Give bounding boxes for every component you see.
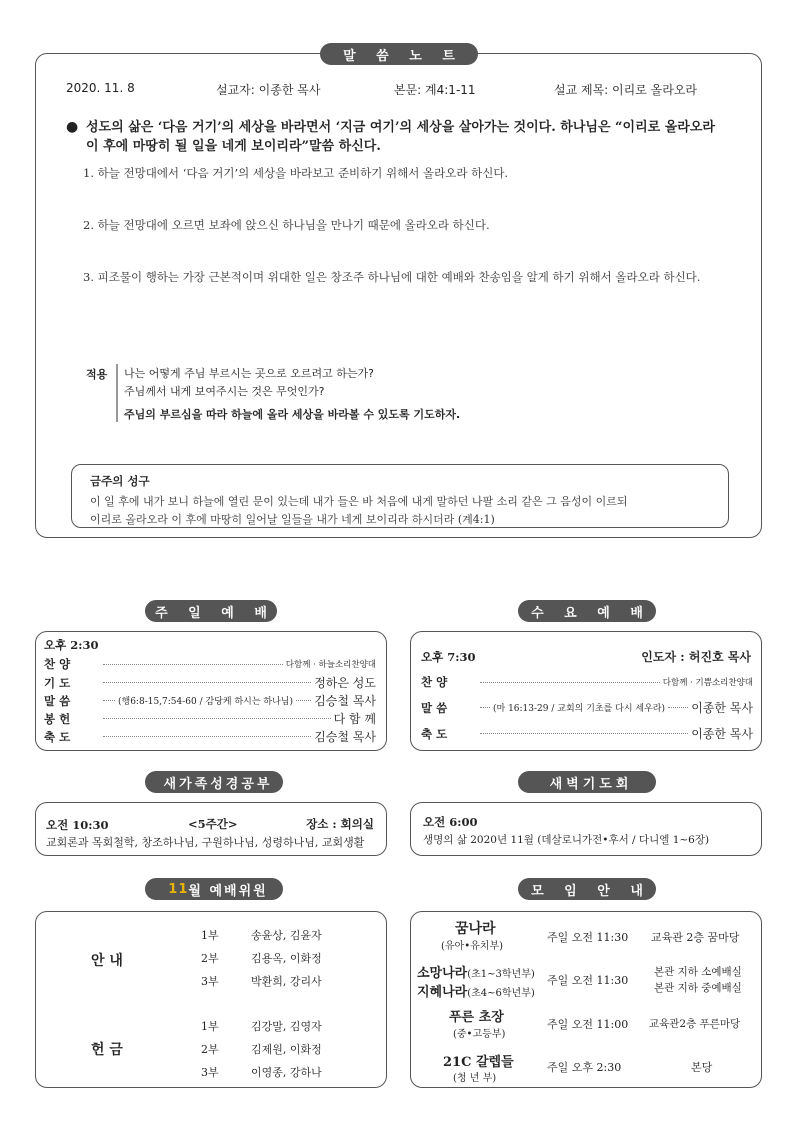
row-value: 김승철 목사 xyxy=(314,694,376,708)
row-label: 봉 헌 xyxy=(44,711,71,726)
part-label: 2부 xyxy=(201,1043,219,1056)
member-names: 박환희, 강리사 xyxy=(251,975,322,988)
leader-dots xyxy=(480,707,490,708)
sunday-row xyxy=(44,710,376,727)
meeting-name xyxy=(417,981,535,1000)
meeting-name-sub: (초4~6학년부) xyxy=(467,988,535,999)
meeting-name xyxy=(417,962,535,981)
point-3: 3. 피조물이 행하는 가장 근본적이며 위대한 일은 창조주 하나님에 대한 예배와 찬송임을 알게 하기 위해서 올라오라 하신다. xyxy=(83,270,701,284)
leader-dots xyxy=(480,733,688,734)
sunday-row xyxy=(44,674,376,691)
part-label: 1부 xyxy=(201,929,219,942)
row-value: 이종한 목사 xyxy=(691,727,753,741)
meeting-sub: (유아•유치부) xyxy=(441,941,504,952)
row-value: 정하은 성도 xyxy=(314,676,376,690)
sermon-text: 본문: 계4:1-11 xyxy=(394,83,476,97)
apply-divider xyxy=(116,364,118,422)
row-value: 다함께 · 기쁨소리찬양대 xyxy=(662,678,753,688)
row-detail: (행6:8-15,7:54-60 / 감당케 하시는 하나님) xyxy=(118,697,293,707)
point-2: 2. 하늘 전망대에 오르면 보좌에 앉으신 하나님을 만나기 때문에 올라오라 하신다. xyxy=(83,218,490,232)
member-names: 송윤상, 김윤자 xyxy=(251,929,322,942)
sunday-row xyxy=(44,728,376,745)
part-label: 3부 xyxy=(201,975,219,988)
meeting-sub: (중•고등부) xyxy=(453,1029,506,1040)
dawn-prayer-header: 새벽기도회 xyxy=(518,771,656,793)
worship-committee-box xyxy=(35,911,387,1088)
meeting-name-text: 소망나라 xyxy=(417,966,468,981)
apply-label: 적용 xyxy=(86,368,108,381)
wednesday-row xyxy=(421,674,753,690)
meeting-place: 본당 xyxy=(691,1061,713,1074)
verse-line-2: 이리로 올라오라 이 후에 마땅히 일어날 일들을 내가 네게 보이리라 하시더라 (계4:1) xyxy=(90,513,495,526)
sermon-note-header: 말 씀 노 트 xyxy=(320,43,478,65)
row-label: 찬 양 xyxy=(421,675,448,689)
wednesday-service-box xyxy=(410,631,762,751)
sunday-row xyxy=(44,656,376,672)
part-label: 2부 xyxy=(201,952,219,965)
bullet-icon: ● xyxy=(66,119,79,135)
main-point-line-2: 이 후에 마땅히 될 일을 네게 보이리라”말씀 하신다. xyxy=(86,139,381,154)
row-value: 다 함 께 xyxy=(333,712,376,726)
leader-dots xyxy=(480,682,660,683)
row-label: 축 도 xyxy=(44,729,71,744)
wednesday-time: 오후 7:30 xyxy=(421,650,476,664)
row-label: 말 씀 xyxy=(421,700,448,715)
meeting-time: 주일 오전 11:30 xyxy=(547,974,629,987)
meeting-name: 21C 갈렙들 xyxy=(443,1055,514,1070)
meeting-time: 주일 오후 2:30 xyxy=(547,1061,622,1074)
study-topics: 교회론과 목회철학, 창조하나님, 구원하나님, 성령하나님, 교회생활 xyxy=(46,836,365,849)
study-place: 장소 : 회의실 xyxy=(306,817,374,831)
dawn-desc: 생명의 삶 2020년 11월 (데살로니가전•후서 / 다니엘 1~6장) xyxy=(423,834,710,846)
meeting-time: 주일 오전 11:00 xyxy=(547,1018,629,1031)
apply-line-1: 나는 어떻게 주님 부르시는 곳으로 오르려고 하는가? xyxy=(124,367,374,380)
study-time: 오전 10:30 xyxy=(46,818,109,832)
new-family-study-header: 새가족성경공부 xyxy=(145,771,283,793)
point-1: 1. 하늘 전망대에서 ‘다음 거기’의 세상을 바라보고 준비하기 위해서 올라오라 하신다. xyxy=(83,166,509,180)
leader-dots xyxy=(296,700,311,701)
main-point-line-1: 성도의 삶은 ‘다음 거기’의 세상을 바라면서 ‘지금 여기’의 세상을 살아가는 것이다. 하나님은 “이리로 올라오라 xyxy=(86,120,715,135)
member-names: 김용옥, 이화정 xyxy=(251,952,322,965)
sunday-time: 오후 2:30 xyxy=(44,638,99,652)
group-name: 헌 금 xyxy=(91,1042,123,1058)
meeting-name: 꿈나라 xyxy=(455,921,496,937)
sunday-service-header: 주 일 예 배 xyxy=(145,600,277,622)
meeting-place: 교육관2층 푸른마당 xyxy=(649,1018,741,1030)
new-family-study-box xyxy=(35,802,387,856)
sermon-preacher: 설교자: 이종한 목사 xyxy=(216,83,321,97)
study-weeks: <5주간> xyxy=(188,817,238,831)
part-label: 3부 xyxy=(201,1066,219,1079)
group-name: 안 내 xyxy=(91,953,123,969)
dawn-time: 오전 6:00 xyxy=(423,815,478,829)
apply-line-3: 주님의 부르심을 따라 하늘에 올라 세상을 바라볼 수 있도록 기도하자. xyxy=(124,408,461,421)
row-label: 말 씀 xyxy=(44,693,71,708)
main-point xyxy=(66,118,756,156)
meeting-name-text: 지혜나라 xyxy=(417,985,468,1000)
sermon-note-box xyxy=(35,53,762,538)
leader-dots xyxy=(103,664,283,665)
row-value: 김승철 목사 xyxy=(314,730,376,744)
wednesday-row xyxy=(421,725,753,742)
row-label: 축 도 xyxy=(421,726,448,741)
meeting-place: 교육관 2층 꿈마당 xyxy=(651,931,740,944)
member-names: 김강말, 김영자 xyxy=(251,1020,322,1033)
wednesday-service-header: 수 요 예 배 xyxy=(518,600,656,622)
row-value: 다함께 · 하늘소리찬양대 xyxy=(285,660,376,670)
wednesday-row xyxy=(421,699,753,716)
apply-line-2: 주님께서 내게 보여주시는 것은 무엇인가? xyxy=(124,385,325,398)
leader-dots xyxy=(103,700,115,701)
meetings-header: 모 임 안 내 xyxy=(518,878,656,900)
row-label: 기 도 xyxy=(44,675,71,690)
part-label: 1부 xyxy=(201,1020,219,1033)
committee-month: 11 xyxy=(168,881,189,897)
verse-title: 금주의 성구 xyxy=(90,474,150,488)
meeting-place: 본관 지하 중예배실 xyxy=(654,982,742,994)
worship-committee-header xyxy=(145,878,283,900)
meeting-place: 본관 지하 소예배실 xyxy=(654,966,742,978)
meeting-sub: (청 년 부) xyxy=(453,1073,497,1084)
sunday-row xyxy=(44,692,376,709)
leader-dots xyxy=(103,736,311,737)
meeting-name-sub: (초1~3학년부) xyxy=(467,969,535,980)
sunday-service-box xyxy=(35,631,387,751)
committee-title: 월 예배위원 xyxy=(188,883,268,899)
sermon-date: 2020. 11. 8 xyxy=(66,81,135,95)
wednesday-leader: 인도자 : 허진호 목사 xyxy=(641,650,751,664)
row-detail: (마 16:13-29 / 교회의 기초를 다시 세우라) xyxy=(493,704,665,714)
row-label: 찬 양 xyxy=(44,657,71,671)
meeting-name: 푸른 초장 xyxy=(449,1010,504,1025)
sermon-title: 설교 제목: 이리로 올라오라 xyxy=(554,83,697,97)
member-names: 이영종, 강하나 xyxy=(251,1066,322,1079)
leader-dots xyxy=(668,707,688,708)
leader-dots xyxy=(103,718,331,719)
meeting-time: 주일 오전 11:30 xyxy=(547,931,629,944)
member-names: 김제원, 이화정 xyxy=(251,1043,322,1056)
row-value: 이종한 목사 xyxy=(691,701,753,715)
meetings-box xyxy=(410,911,762,1088)
verse-line-1: 이 일 후에 내가 보니 하늘에 열린 문이 있는데 내가 들은 바 처음에 내게 말하던 나팔 소리 같은 그 음성이 이르되 xyxy=(90,495,628,508)
leader-dots xyxy=(103,682,311,683)
dawn-prayer-box xyxy=(410,802,762,856)
weekly-verse-box xyxy=(71,464,729,528)
